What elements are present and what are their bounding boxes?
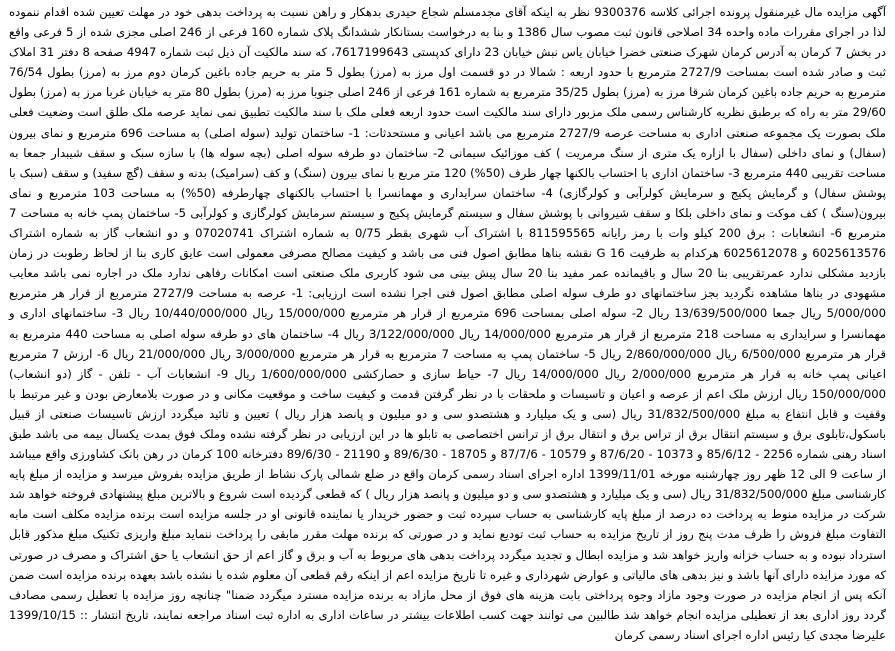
auction-notice [9,0,886,645]
auction-notice-text: آگهی مزایده مال غیرمنقول پرونده اجرائی کلاسه 9300376 نظر به اینکه آقای مجدمسلم شجاع حیدری بدهکار و راهن نسبت به پرداخت بدهی خود در مهلت تعیین شده اقدام ننموده لذا در اجرای مقررات ماده واحده 34 اصلاحی قانون ثبت مصوب سال 1386 و بنا به درخواست بستانکار ششدانگ پلاک شماره 160 فرعی از 246 اصلی مجزی شده از 5 فرعی واقع در بخش 7 کرمان به آدرس کرمان شهرک صنعتی خضرا خیابان یاس نبش خیابان 23 دارای کدپستی 7617199643، که سند مالکیت آن ذیل ثبت شماره 4947 صفحه 8 دفتر 31 املاک ثبت و صادر شده است بمساحت 2727/9 مترمربع با حدود اربعه : شمالا در دو قسمت اول مرز به (مرز) بطول 5 متر به حریم جاده باغین کرمان دوم مرز به (مرز) بطول 76/54 مترمربع به حریم جاده باغین کرمان شرقا مرز به (مرز) بطول 35/25 مترمربع به شماره 161 فرعی از 246 اصلی جنوبا مرز به (مرز) بطول 80 متر به خیابان غربا مرز به (مرز) بطول 29/60 متر به راه که برطبق نظریه کارشناس رسمی ملک مزبور دارای سند مالکیت است حدود اربعه فعلی ملک با سند مالکیت تطبیق نمی نماید عرصه ملک طلق است وضعیت فعلی ملک بصورت یک مجموعه صنعتی اداری به مساحت عرصه 2727/9 مترمربع می باشد اعیانی و مستحدثات: 1- ساختمان تولید (سوله اصلی) به مساحت 696 مترمربع و نمای بیرون (سفال) و نمای داخلی (سفال با ازاره یک متری از سنگ مرمریت ) کف موزائیک سیمانی 2- ساختمان دو طرفه سوله اصلی (بچه سوله ها) با سازه سبک و سقف شیبدار جمعا به مساحت تقریبی 440 مترمربع 3- ساختمان اداری با احتساب بالکنها چهار طرف (50%) 120 متر مربع با نمای بیرون (سنگ) و کف (سرامیک) بدنه و سقف (گچ سفید) و سقف (سبک با پوشش سفال) و گرمایش پکیج و سرمایش کولرآبی و کولرگازی) 4- ساختمان سرایداری و مهمانسرا با احتساب بالکنهای چهارطرفه (50%) به مساحت 103 مترمربع و نمای بیرون(سنگ ) کف موکت و نمای داخلی بلکا و سقف شیروانی با پوشش سفال و سیستم گرمایش پکیج و سیستم سرمایش کولرگازی و کولرآبی 5- ساختمان پمپ خانه به مساحت 7 مترمربع 6- انشعابات : برق 200 کیلو وات با رمز رایانه 811595565 با اشتراک آب شهری بقطر 0/75 به شماره اشتراک 07020741 و دو انشعاب گاز به شماره اشتراک 6025613576 و 6025612078 هرکدام به ظرفیت G 16 نقشه بناها مطابق اصول فنی می باشد و کیفیت مصالح مصرفی معمولی است عایق کاری بنا از لحاظ رطوبت در زمان بازدید مشکلی ندارد عمرتقریبی بنا 20 سال و باقیمانده عمر مفید بنا 20 سال پیش بینی می شود کاربری ملک صنعتی است امکانات رفاهی ندارد ملک در اجاره نمی باشد معایب مشهودی در بناها مشاهده نگردید بجز ساختمانهای دو طرف سوله اصلی مطابق اصول فنی اجرا نشده است ارزیابی: 1- عرصه به مساحت 2727/9 مترمربع از قرار هر مترمربع 5/000/000 ریال جمعا 13/639/500/000 ریال 2- سوله اصلی بمساحت 696 مترمربع از قرار هر مترمربع 15/000/000 ریال 10/440/000/000 ریال 3- ساختمانهای اداری و مهمانسرا و سرایداری به مساحت 218 مترمربع از قرار هر مترمربع 14/000/000 ریال 3/122/000/000 ریال 4- ساختمان های دو طرفه سوله اصلی به مساحت 440 مترمربع به قرار هر مترمربع 6/500/000 ریال 2/860/000/000 ریال 5- ساختمان پمپ به مساحت 7 مترمربع به قرار هر مترمربع 3/000/000 ریال 21/000/000 ریال 6- ارزش 7 مترمربع اعیانی پمپ خانه به قرار هر مترمربع 2/000/000 ریال 14/000/000 ریال 7- حیاط سازی و حصارکشی 1/600/000/000 ریال 9- انشعابات آب - تلفن - گاز (دو انشعاب) 150/000/000 ریال ارزش ملک اعم از عرصه و اعیان و تاسیسات و ملحقات با در نظر گرفتن قدمت و کیفیت ساخت و موقعیت مکانی و در صورت بلامعارض بودن و غیر مرتبط با وقفیت و قابل انتفاع به مبلغ 31/832/500/000 ریال (سی و یک میلیارد و هشتصدو سی و دو میلیون و پانصد هزار ریال ) تعیین و تائید میگردد ارزش تاسیسات صنعتی از قبیل باسکول،تابلوی برق و سیستم انتقال برق از تراس برق و انتقال برق از ترانس اختصاصی به تابلو ها در این ارزیابی در نظر گرفته نشده وملک فوق بمدت یکسال بیمه می باشد طبق اسناد رهنی شماره 2256 - 85/6/12 و 10373 - 87/6/20 و 10579 - 87/7/6 و 18705 - 89/6/30 و 21190 - 89/6/30 دفترخانه 100 کرمان در رهن بانک کشاورزی واقع میباشد از ساعت 9 الی 12 ظهر روز چهارشنبه مورخه 1399/11/01 اداره اجرای اسناد رسمی کرمان واقع در ضلع شمالی پارک نشاط از طریق مزایده بفروش میرسد و مزایده از مبلغ پایه کارشناسی مبلغ 31/832/500/000 ریال (سی و یک میلیارد و هشتصدو سی و دو میلیون و پانصد هزار ریال ) که قطعی گردیده است شروع و بالاترین مبلغ پیشنهادی فروخته خواهد شد شرکت در مزایده منوط به پرداخت ده درصد از مبلغ پایه کارشناسی به حساب سپرده ثبت و حضور خریدار یا نماینده قانونی او در جلسه مزایده است برنده مزایده مکلف است مابه التفاوت مبلغ فروش را ظرف مدت پنج روز از تاریخ مزایده به حساب ثبت تودیع نماید و در صورتی که برنده مهلت مقرر مابقی را پرداخت ننماید مبلغ واریزی تکنیک مبلغ مذکور قابل استرداد نبوده و به حساب خزانه واریز خواهد شد و مزایده ابطال و تجدید میگردد پرداخت بدهی های مربوط به آب و برق و گاز اعم از حق انشعاب یا حق اشتراک و مصرف در صورتی که مورد مزایده دارای آنها باشد و نیز بدهی های مالیاتی و عوارض شهرداری و غیره تا تاریخ مزایده اعم از اینکه رقم قطعی آن معلوم شده یا نشده باشد بعهده برنده مزایده است ضمن آنکه پس از انجام مزایده در صورت وجود مازاد وجوه پرداختی بابت هزینه های فوق از محل مازاد به برنده مزایده مسترد میگردد ضمنا" چنانچه روز مزایده با تعطیل رسمی مصادف گردد روز اداری بعد از تعطیلی مزایده انجام خواهد شد طالبین می توانند جهت کسب اطلاعات بیشتر در ساعات اداری به اداره ثبت اسناد مراجعه نمایند، تاریخ انتشار :: 1399/10/15 علیرضا مجدی کیا رئیس اداره اجرای اسناد رسمی کرمان [9,5,887,642]
